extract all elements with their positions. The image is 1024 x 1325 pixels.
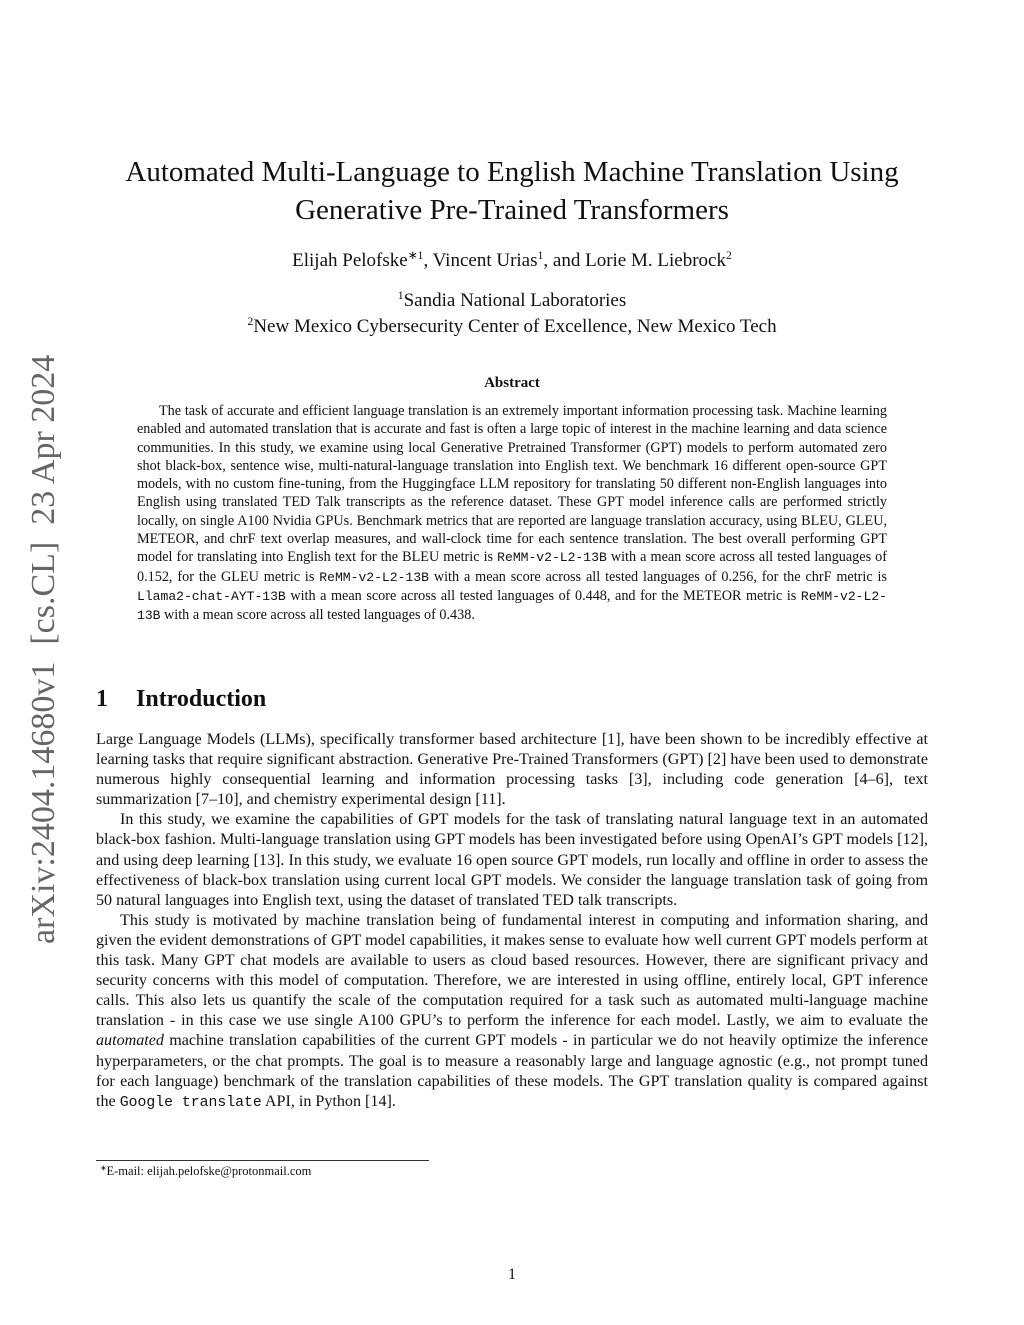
section-title: Introduction <box>136 686 267 712</box>
paper-title <box>96 153 928 229</box>
page-number: 1 <box>508 1266 516 1283</box>
model-name: Llama2-chat-AYT-13B <box>137 588 286 604</box>
introduction-body <box>96 730 928 1113</box>
title-line-2: Generative Pre-Trained Transformers <box>295 194 729 226</box>
affiliation-1: $^1$Sandia National Laboratories <box>397 288 627 311</box>
section-number: 1 <box>96 686 108 712</box>
author-3-marker: 2 <box>725 248 732 262</box>
footnote-marker: ∗ <box>100 1163 107 1173</box>
section-heading <box>96 686 266 713</box>
model-name: ReMM-v2-L2-13B <box>497 550 607 566</box>
affiliations <box>96 288 928 340</box>
footnote-rule <box>96 1160 429 1161</box>
intro-paragraph-3: This study is motivated by machine translation being of fundamental interest in computing and information sharing, and given the evident demonstrations of GPT model capabilities, it makes sense to evaluate how well current GPT models perform at this task. Many GPT chat models are available to users as cloud based resources. However, there are significant privacy and security concerns with this model of computation. Therefore, we are interested in using offline, entirely local, GPT inference calls. This also lets us quantify the scale of the computation required for a task such as automated multi-language machine translation - in this case we use single A100 GPU’s to perform the inference for each model. Lastly, we aim to evaluate the automated machine translation capabilities of the current GPT models - in particular we do not heavily optimize the inference hyperparameters, or the chat prompts. The goal is to measure a reasonably large and language agnostic (e.g., not prompt tuned for each language) benchmark of the translation capabilities of these models. The GPT translation quality is compared against the Google translate API, in Python [14]. <box>96 911 928 1111</box>
affiliation-2: $^2$New Mexico Cybersecurity Center of Excellence, New Mexico Tech <box>247 314 777 337</box>
author-1-marker: ∗1 <box>407 248 424 262</box>
author-1: Elijah Pelofske <box>292 250 408 271</box>
abstract-heading: Abstract <box>484 375 540 391</box>
footnote-text: E-mail: elijah.pelofske@protonmail.com <box>106 1164 312 1178</box>
code-term: Google translate <box>119 1094 262 1111</box>
model-name: ReMM-v2-L2-13B <box>137 588 887 624</box>
author-2: , Vincent Urias <box>423 250 538 271</box>
intro-paragraph-1: Large Language Models (LLMs), specifically transformer based architecture [1], have been shown to be incredibly effective at learning tasks that require significant abstraction. Generative Pre-Trained Transformers (GPT) [2] have been used to demonstrate numerous highly consequential learning and information processing tasks [3], including code generation [4–6], text summarization [7–10], and chemistry experimental design [11]. <box>96 731 928 809</box>
footnote <box>100 1164 311 1179</box>
intro-paragraph-2: In this study, we examine the capabilities of GPT models for the task of translating natural language text in an automated black-box fashion. Multi-language translation using GPT models has been investigated before using OpenAI’s GPT models [12], and using deep learning [13]. In this study, we evaluate 16 open source GPT models, run locally and offline in order to assess the effectiveness of black-box translation using current local GPT models. We consider the language translation task of going from 50 natural languages into English text, using the dataset of translated TED talk transcripts. <box>96 811 928 909</box>
author-2-marker: 1 <box>537 248 544 262</box>
author-3: , and Lorie M. Liebrock <box>543 250 726 271</box>
arxiv-identifier: arXiv:2404.14680v1 [cs.CL] 23 Apr 2024 <box>25 354 62 944</box>
emphasis: automated <box>96 1032 164 1050</box>
title-line-1: Automated Multi-Language to English Machine Translation Using <box>125 156 899 188</box>
abstract-text: The task of accurate and efficient language translation is an extremely important information processing task. Machine learning enabled and automated translation that is accurate and fast is often a large topic of interest in the machine learning and data science communities. In this study, we examine using local Generative Pretrained Transformer (GPT) models to perform automated zero shot black-box, sentence wise, multi-natural-language translation into English text. We benchmark 16 different open-source GPT models, with no custom fine-tuning, from the Huggingface LLM repository for translating 50 different non-English languages into English using translated TED Talk transcripts as the reference dataset. These GPT model inference calls are performed strictly locally, on single A100 Nvidia GPUs. Benchmark metrics that are reported are language translation accuracy, using BLEU, GLEU, METEOR, and chrF text overlap measures, and wall-clock time for each sentence translation. The best overall performing GPT model for translating into English text for the BLEU metric is ReMM-v2-L2-13B with a mean score across all tested languages of 0.152, for the GLEU metric is ReMM-v2-L2-13B with a mean score across all tested languages of 0.256, for the chrF metric is Llama2-chat-AYT-13B with a mean score across all tested languages of 0.448, and for the METEOR metric is ReMM-v2-L2-13B with a mean score across all tested languages of 0.438. <box>137 403 888 624</box>
author-list <box>96 248 928 274</box>
model-name: ReMM-v2-L2-13B <box>319 569 429 585</box>
